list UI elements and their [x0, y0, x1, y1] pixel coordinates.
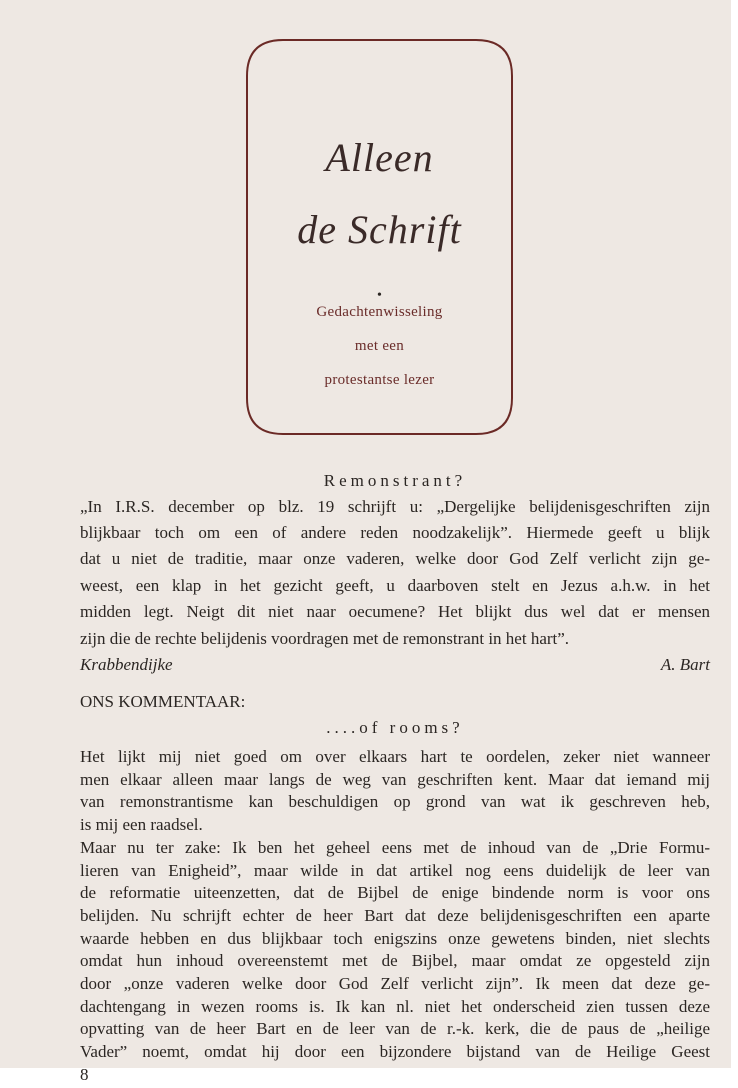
- comment-line: Vader” noemt, omdat hij door een bijzondere bijstand van de Heilige Geest: [80, 1042, 710, 1062]
- letter-place: Krabbendijke: [80, 655, 173, 674]
- letter-author: A. Bart: [660, 655, 710, 674]
- comment-line: men elkaar alleen maar langs de weg van geschriften kent. Maar dat iemand mij: [80, 769, 710, 789]
- subtitle-line: protestantse lezer: [324, 372, 435, 388]
- comment-line: van remonstrantisme kan beschuldigen op grond van wat ik geschreven heb,: [80, 792, 710, 812]
- bullet-separator: •: [377, 288, 382, 303]
- letter-line: dat u niet de traditie, maar onze vaderen, welke door God Zelf verlicht zijn ge-: [80, 549, 710, 568]
- comment-line: dachtengang in wezen rooms is. Ik kan nl. niet het onderscheid zien tussen deze: [80, 996, 710, 1016]
- subtitle-line: Gedachtenwisseling: [316, 304, 443, 320]
- letter-line: zijn die de rechte belijdenis voordragen met de remonstrant in het hart”.: [80, 629, 570, 648]
- comment-heading: ....of rooms?: [326, 718, 464, 737]
- letter-line: midden legt. Neigt dit niet naar oecumene? Het blijkt dus wel dat er mensen: [80, 602, 710, 621]
- subtitle-line: met een: [354, 338, 405, 354]
- comment-line: Het lijkt mij niet goed om over elkaars hart te oordelen, zeker niet wanneer: [80, 747, 710, 766]
- comment-line: de reformatie uiteenzetten, dat de Bijbel de enige bindende norm is voor ons: [80, 883, 710, 903]
- letter-line: „In I.R.S. december op blz. 19 schrijft u: „Dergelijke belijdenisgeschriften zijn: [80, 497, 710, 516]
- comment-line: omdat hun inhoud overeenstemt met de Bijbel, maar omdat ze opgesteld zijn: [80, 951, 710, 971]
- title-line-2: de Schrift: [297, 207, 462, 252]
- page-number: 8: [80, 1064, 89, 1084]
- comment-line: Maar nu ter zake: Ik ben het geheel eens met de inhoud van de „Drie Formu-: [80, 837, 710, 857]
- title-line-1: Alleen: [325, 135, 434, 180]
- comment-line: opvatting van de heer Bart en de leer van de r.-k. kerk, die de paus de „heilige: [80, 1019, 710, 1039]
- title-frame: [243, 36, 516, 438]
- comment-line: door „onze vaderen welke door God Zelf verlicht zijn”. Ik meen dat deze ge-: [80, 974, 710, 993]
- comment-line: belijden. Nu schrijft echter de heer Bart dat deze belijdenisgeschriften een aparte: [80, 905, 710, 925]
- comment-line: is mij een raadsel.: [80, 815, 203, 835]
- letter-line: weest, een klap in het gezicht geeft, u daarboven stelt en Jezus a.h.w. in het: [80, 576, 710, 595]
- letter-heading: Remonstrant?: [323, 471, 467, 490]
- comment-line: lieren van Enigheid”, maar wilde in dat artikel nog eens duidelijk de leer van: [80, 860, 710, 880]
- comment-line: waarde hebben en dus blijkbaar toch enigszins onze gewetens binden, niet slechts: [80, 928, 710, 948]
- letter-line: blijkbaar toch om een of andere reden noodzakelijk”. Hiermede geeft u blijk: [80, 523, 710, 542]
- comment-label: ONS KOMMENTAAR:: [80, 692, 246, 711]
